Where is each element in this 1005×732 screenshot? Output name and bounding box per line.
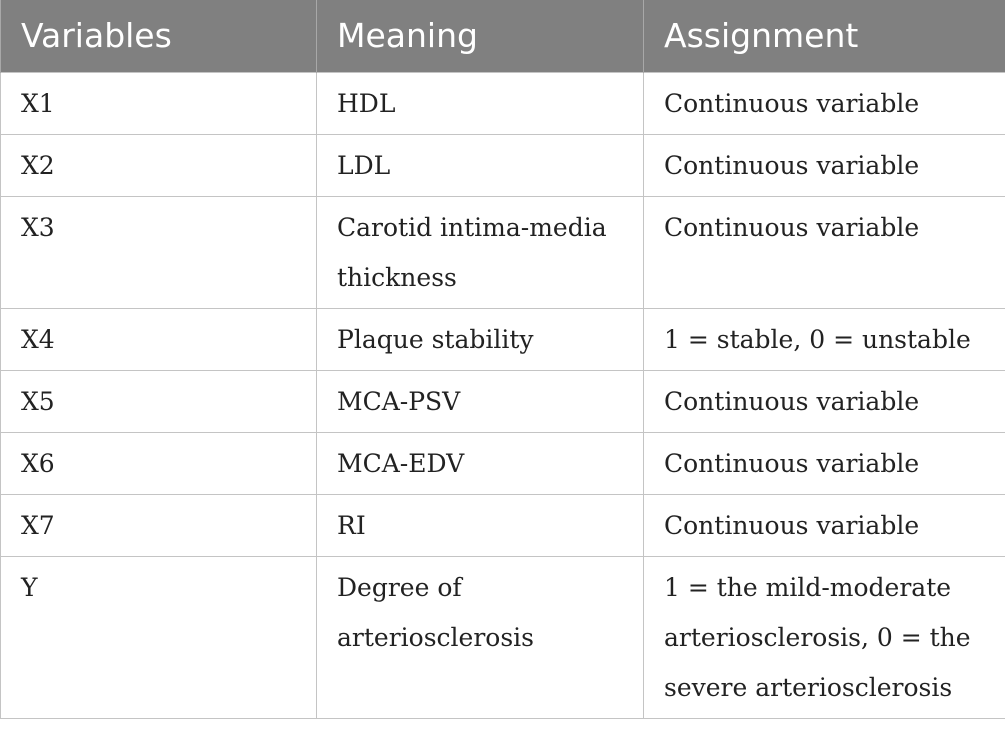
cell-variable: X5: [1, 370, 317, 432]
cell-assignment: Continuous variable: [644, 494, 1005, 556]
header-variables: Variables: [1, 0, 317, 72]
table-row: [1, 432, 1005, 494]
cell-meaning: Carotid intima-media thickness: [317, 196, 644, 308]
table-row: [1, 134, 1005, 196]
table-row: [1, 494, 1005, 556]
cell-meaning: MCA-PSV: [317, 370, 644, 432]
cell-meaning: LDL: [317, 134, 644, 196]
cell-meaning: MCA-EDV: [317, 432, 644, 494]
cell-assignment: 1 = the mild-moderate arteriosclerosis, 0 = the severe arteriosclerosis: [644, 556, 1005, 718]
table-row: [1, 308, 1005, 370]
header-row: [1, 0, 1005, 72]
table-row: [1, 556, 1005, 718]
table-header: [1, 0, 1005, 72]
header-meaning: Meaning: [317, 0, 644, 72]
cell-assignment: Continuous variable: [644, 196, 1005, 308]
cell-variable: Y: [1, 556, 317, 718]
cell-meaning: RI: [317, 494, 644, 556]
table-row: [1, 370, 1005, 432]
table-row: [1, 72, 1005, 134]
cell-variable: X3: [1, 196, 317, 308]
header-assignment: Assignment: [644, 0, 1005, 72]
cell-assignment: 1 = stable, 0 = unstable: [644, 308, 1005, 370]
cell-assignment: Continuous variable: [644, 432, 1005, 494]
cell-variable: X4: [1, 308, 317, 370]
cell-meaning: HDL: [317, 72, 644, 134]
table-body: [1, 72, 1005, 718]
cell-meaning: Degree of arteriosclerosis: [317, 556, 644, 718]
cell-meaning: Plaque stability: [317, 308, 644, 370]
cell-variable: X1: [1, 72, 317, 134]
cell-assignment: Continuous variable: [644, 370, 1005, 432]
cell-assignment: Continuous variable: [644, 72, 1005, 134]
cell-variable: X2: [1, 134, 317, 196]
cell-variable: X7: [1, 494, 317, 556]
cell-variable: X6: [1, 432, 317, 494]
table-row: [1, 196, 1005, 308]
cell-assignment: Continuous variable: [644, 134, 1005, 196]
